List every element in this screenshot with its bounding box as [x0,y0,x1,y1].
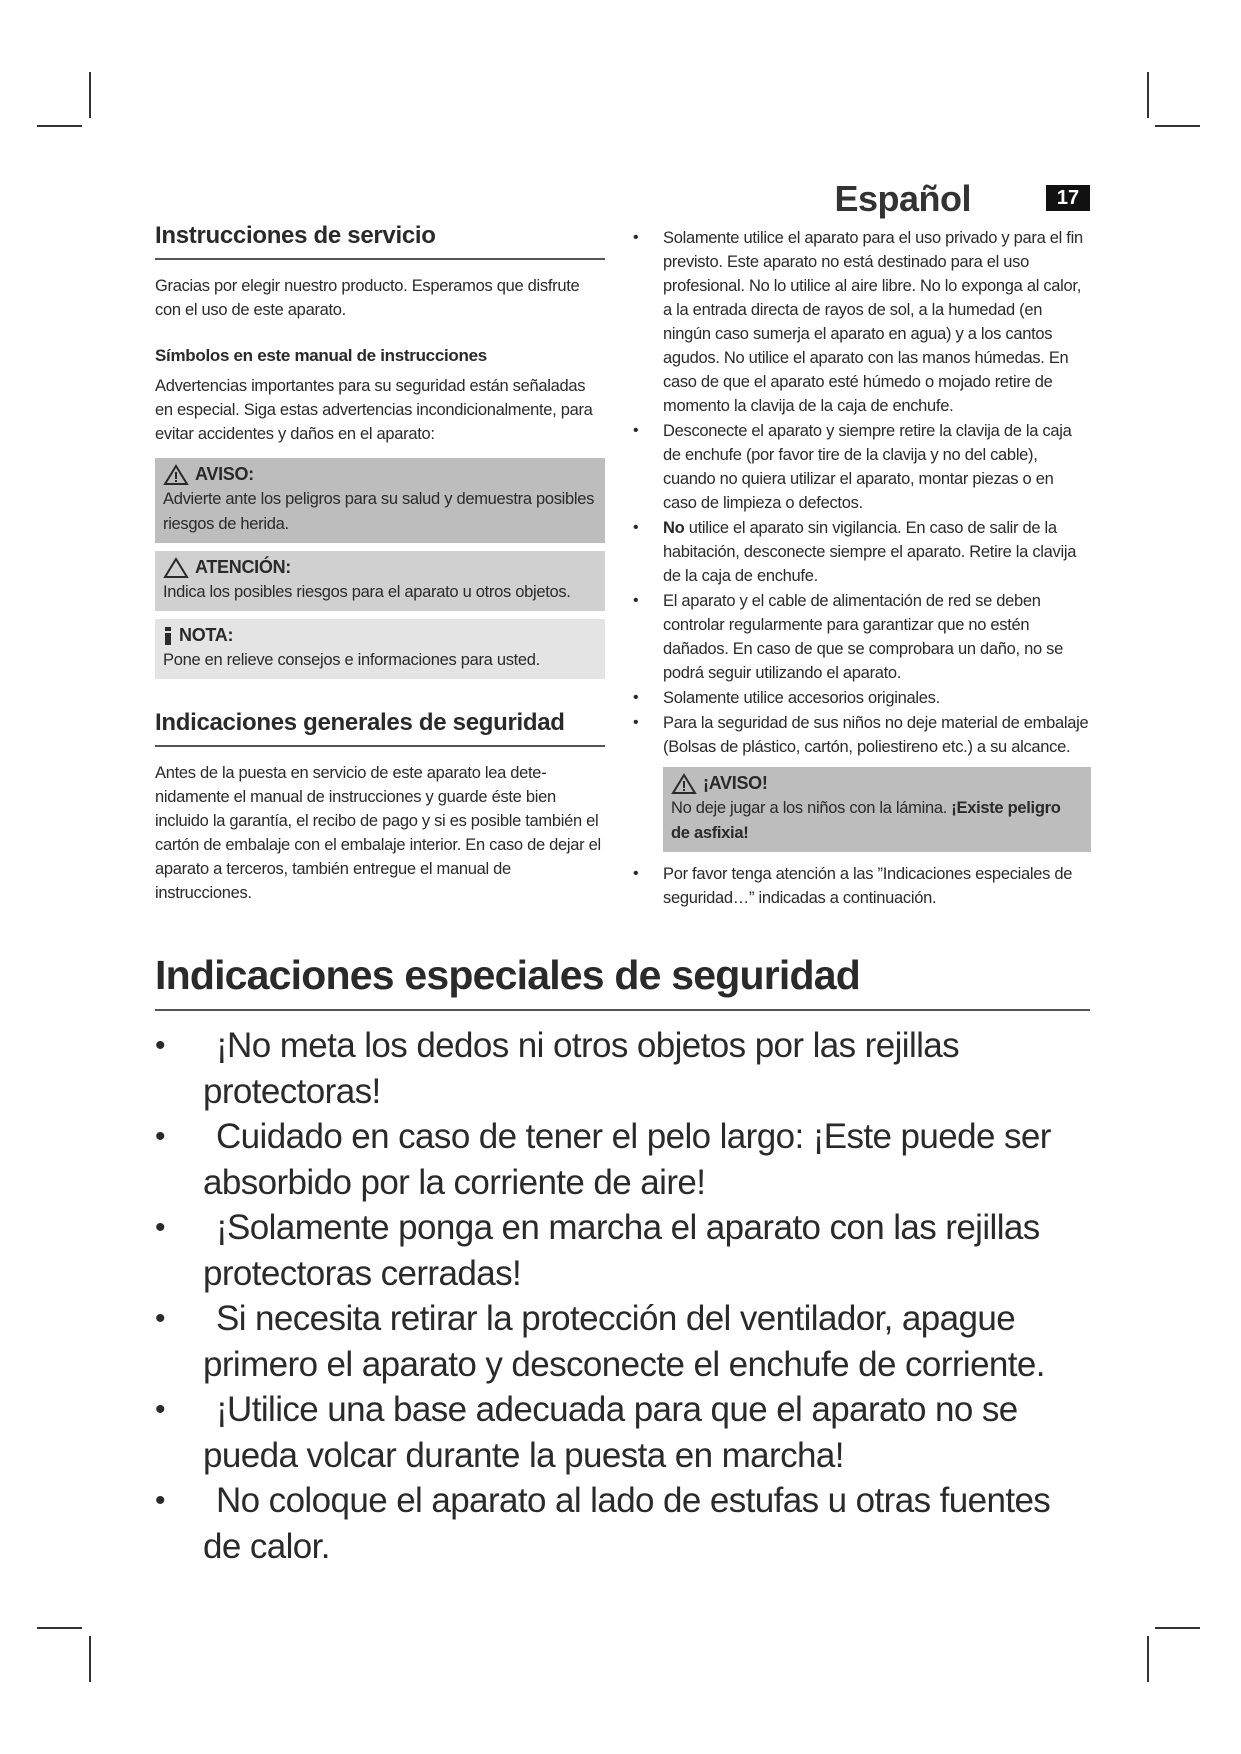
nota-box [155,619,605,679]
aviso2-text: No deje jugar a los niños con la lámina. [671,799,952,817]
left-column [155,222,605,917]
warning-icon [163,464,189,486]
safety-list [633,226,1091,759]
symbols-paragraph: Advertencias importantes para su seguridad están señaladas en especial. Siga estas advertencias incondicionalmente, para evitar accidentes y daños en el aparato: [155,377,593,443]
list-item: • Cuidado en caso de tener el pelo largo: ¡Este puede ser absorbido por la corriente de aire! [155,1117,1051,1202]
list-item: • Solamente utilice el aparato para el uso privado y para el fin previsto. Este aparato no está destinado para el uso profesional. No lo utilice al aire libre. No lo exponga al calor, a la entrada directa de rayos de sol, a la humedad (en ningún caso sumerja el aparato en agua) y a los cantos agudos. No utilice el aparato con las manos húmedas. En caso de que el aparato esté húmedo o mojado retire de momento la clavija de la caja de enchufe. [633,229,1083,415]
list-item: • Desconecte el aparato y siempre retire la clavija de la caja de enchufe (por favor tire de la clavija y no del cable), cuando no quiera utilizar el aparato, montar piezas o en caso de limpieza o defectos. [633,422,1072,512]
atencion-label: ATENCIÓN: [195,557,291,577]
crop-mark-bottom-left-v [89,1636,91,1682]
list-item: • ¡No meta los dedos ni otros objetos por las rejillas protectoras! [155,1026,960,1111]
aviso-asfixia-box [663,767,1091,852]
nota-text: Pone en relieve consejos e informaciones para usted. [163,651,540,669]
list-item: • Para la seguridad de sus niños no deje material de embalaje (Bolsas de plástico, cartón, poliestireno etc.) a su alcance. [633,714,1089,756]
list-item: • ¡Solamente ponga en marcha el aparato con las rejillas protectoras cerradas! [155,1208,1040,1293]
indicaciones-generales-paragraph: Antes de la puesta en servicio de este aparato lea detenidamente el manual de instrucciones y guarde éste bien incluido la garantía, el recibo de pago y si es posible también el cartón de embalaje con el embalaje interior. En caso de dejar el aparato a terceros, también entregue el manual de instrucciones. [155,764,601,902]
right-column [633,226,1091,911]
aviso-text: Advierte ante los peligros para su salud y demuestra posibles riesgos de herida. [163,490,595,533]
symbols-subtitle: Símbolos en este manual de instrucciones [155,346,487,365]
section-title-indicaciones-generales: Indicaciones generales de seguridad [155,709,605,747]
crop-mark-bottom-right-v [1147,1636,1149,1682]
special-safety-section [155,952,1090,1569]
crop-mark-top-right-h [1155,125,1200,127]
aviso2-label: ¡AVISO! [703,773,768,793]
atencion-text: Indica los posibles riesgos para el aparato u otros objetos. [163,583,571,601]
intro-paragraph: Gracias por elegir nuestro producto. Esperamos que disfrute con el uso de este aparato. [155,277,580,319]
language-heading: Español [834,178,971,219]
special-safety-title: Indicaciones especiales de seguridad [155,952,1090,1011]
safety-list-end [633,862,1091,910]
list-item: • Solamente utilice accesorios originales. [633,689,940,707]
page-number: 17 [1046,185,1090,211]
crop-mark-top-left-v [89,72,91,118]
aviso-label: AVISO: [195,464,254,484]
aviso-box [155,458,605,543]
list-item: • No utilice el aparato sin vigilancia. En caso de salir de la habitación, desconecte siempre el aparato. Retire la clavija de la caja de enchufe. [633,519,1077,585]
crop-mark-top-left-h [37,125,82,127]
aviso2-bold: ¡Existe peligro de asfixia! [671,799,1061,842]
special-safety-list [155,1023,1090,1569]
warning-icon [671,773,697,795]
list-item: • No coloque el aparato al lado de estufas u otras fuentes de calor. [155,1481,1051,1566]
list-item: • Si necesita retirar la protección del ventilador, apague primero el aparato y desconecte el enchufe de corriente. [155,1299,1045,1384]
crop-mark-top-right-v [1147,72,1149,118]
nota-label: NOTA: [179,625,234,645]
caution-icon [163,557,189,579]
section-title-instrucciones: Instrucciones de servicio [155,222,605,260]
crop-mark-bottom-left-h [37,1627,82,1629]
list-item: • Por favor tenga atención a las ”Indicaciones especiales de seguridad…” indicadas a continuación. [633,865,1073,907]
crop-mark-bottom-right-h [1155,1627,1200,1629]
list-item: • ¡Utilice una base adecuada para que el aparato no se pueda volcar durante la puesta en marcha! [155,1390,1018,1475]
atencion-box [155,551,605,611]
list-item: • El aparato y el cable de alimentación de red se deben controlar regularmente para garantizar que no estén dañados. En caso de que se comprobara un daño, no se podrá seguir utilizando el aparato. [633,592,1063,682]
info-icon [163,625,173,647]
